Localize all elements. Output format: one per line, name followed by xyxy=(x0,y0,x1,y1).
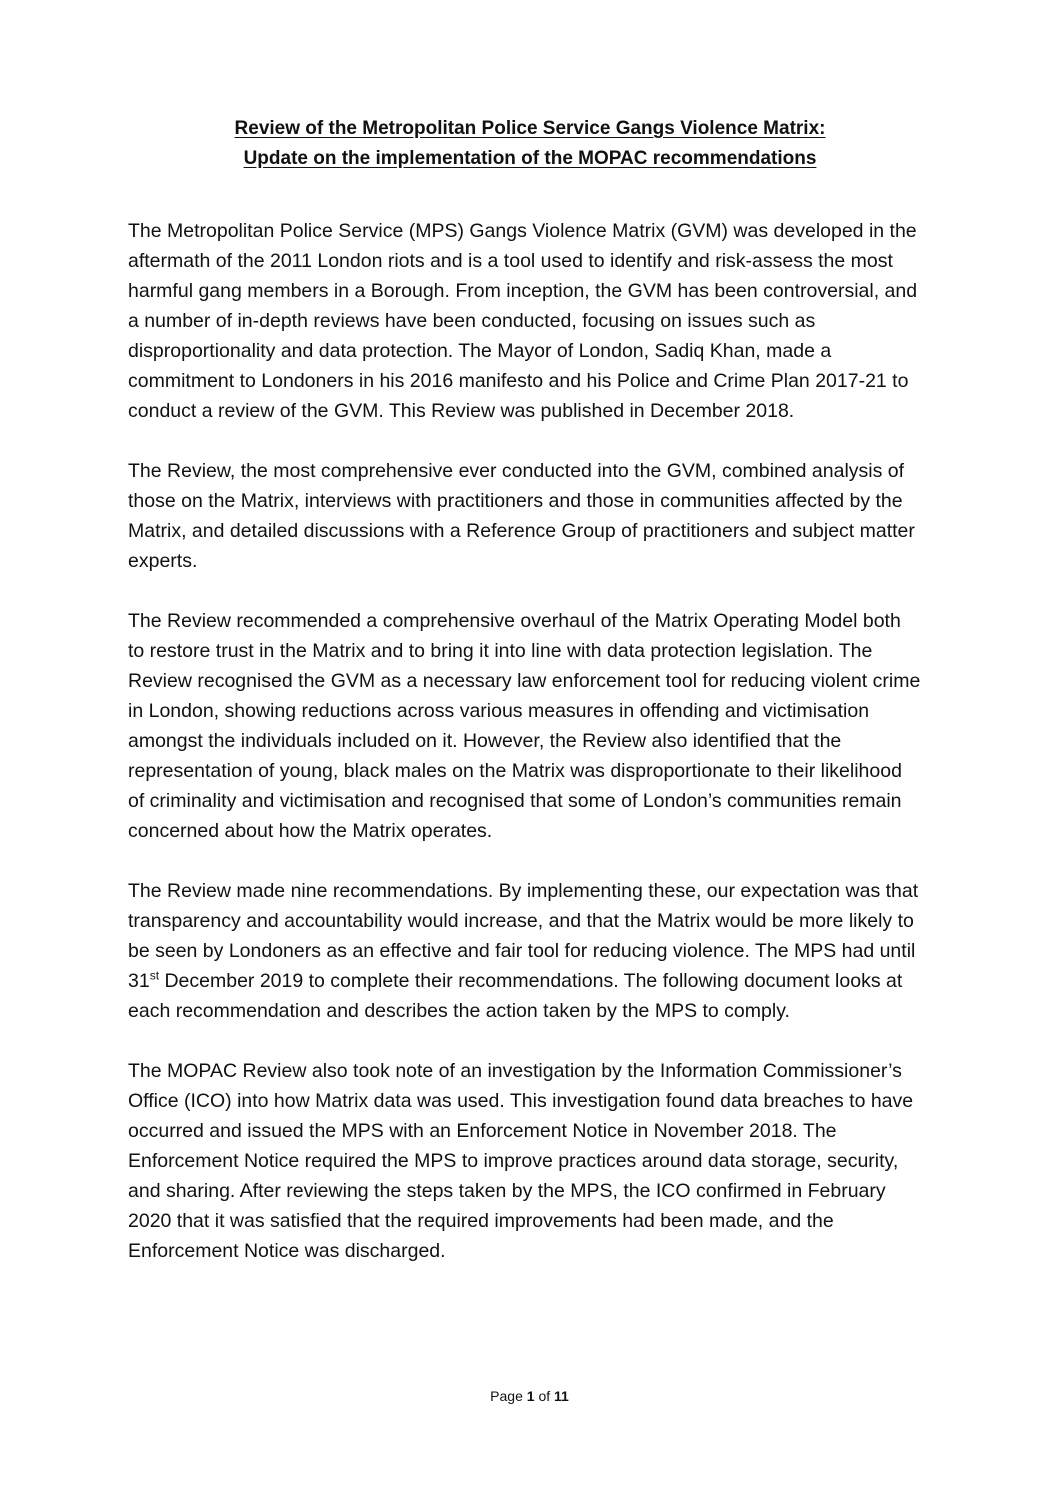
page-footer xyxy=(0,1388,1059,1404)
text-line: concerned about how the Matrix operates. xyxy=(128,820,493,842)
text-line: amongst the individuals included on it. However, the Review also identified that the xyxy=(128,730,842,752)
text-line: The Review recommended a comprehensive overhaul of the Matrix Operating Model both xyxy=(128,610,901,632)
date-ordinal-suffix: st xyxy=(149,968,160,983)
text-line: The Metropolitan Police Service (MPS) Gangs Violence Matrix (GVM) was developed in the xyxy=(128,220,917,242)
text-line: representation of young, black males on the Matrix was disproportionate to their likelihood xyxy=(128,760,902,782)
text-line: to restore trust in the Matrix and to bring it into line with data protection legislation. The xyxy=(128,640,873,662)
text-line: harmful gang members in a Borough. From inception, the GVM has been controversial, and xyxy=(128,280,918,302)
paragraph-intro xyxy=(128,216,938,426)
date-line-rest: December 2019 to complete their recommendations. The following document looks at xyxy=(159,970,903,992)
text-line: of criminality and victimisation and recognised that some of London’s communities remain xyxy=(128,790,902,812)
text-line: 2020 that it was satisfied that the required improvements had been made, and the xyxy=(128,1210,834,1232)
of-label: of xyxy=(538,1388,551,1404)
text-line: The Review made nine recommendations. By implementing these, our expectation was that xyxy=(128,880,919,902)
text-line: Matrix, and detailed discussions with a Reference Group of practitioners and subject matter xyxy=(128,520,915,542)
text-line: Office (ICO) into how Matrix data was used. This investigation found data breaches to have xyxy=(128,1090,914,1112)
text-line: be seen by Londoners as an effective and fair tool for reducing violence. The MPS had until xyxy=(128,940,916,962)
document-body xyxy=(128,216,938,1296)
title-line-1: Review of the Metropolitan Police Service Gangs Violence Matrix: xyxy=(234,118,826,139)
text-line: The MOPAC Review also took note of an investigation by the Information Commissioner’s xyxy=(128,1060,902,1082)
text-line: experts. xyxy=(128,550,198,572)
paragraph-recommendations xyxy=(128,876,938,1026)
text-line: conduct a review of the GVM. This Review was published in December 2018. xyxy=(128,400,795,422)
paragraph-ico-investigation xyxy=(128,1056,938,1266)
text-line: commitment to Londoners in his 2016 manifesto and his Police and Crime Plan 2017-21 to xyxy=(128,370,909,392)
text-line: disproportionality and data protection. The Mayor of London, Sadiq Khan, made a xyxy=(128,340,832,362)
total-pages-number: 11 xyxy=(554,1388,569,1404)
date-day: 31 xyxy=(128,970,150,992)
text-line: Enforcement Notice required the MPS to improve practices around data storage, security, xyxy=(128,1150,899,1172)
text-line: in London, showing reductions across various measures in offending and victimisation xyxy=(128,700,870,722)
title-line-2: Update on the implementation of the MOPAC recommendations xyxy=(243,148,817,169)
text-line: The Review, the most comprehensive ever conducted into the GVM, combined analysis of xyxy=(128,460,905,482)
text-line: a number of in-depth reviews have been conducted, focusing on issues such as xyxy=(128,310,816,332)
text-line: Review recognised the GVM as a necessary law enforcement tool for reducing violent crime xyxy=(128,670,921,692)
paragraph-review-scope xyxy=(128,456,938,576)
text-line: Enforcement Notice was discharged. xyxy=(128,1240,446,1262)
text-line: aftermath of the 2011 London riots and is a tool used to identify and risk-assess the most xyxy=(128,250,893,272)
current-page-number: 1 xyxy=(526,1388,535,1404)
paragraph-review-findings xyxy=(128,606,938,846)
text-line-with-date xyxy=(128,966,938,996)
text-line: those on the Matrix, interviews with practitioners and those in communities affected by the xyxy=(128,490,903,512)
text-line: occurred and issued the MPS with an Enforcement Notice in November 2018. The xyxy=(128,1120,837,1142)
text-line: and sharing. After reviewing the steps taken by the MPS, the ICO confirmed in February xyxy=(128,1180,886,1202)
document-title xyxy=(128,114,932,174)
text-line: each recommendation and describes the action taken by the MPS to comply. xyxy=(128,1000,790,1022)
text-line: transparency and accountability would increase, and that the Matrix would be more likely to xyxy=(128,910,914,932)
page-label: Page xyxy=(490,1388,523,1404)
